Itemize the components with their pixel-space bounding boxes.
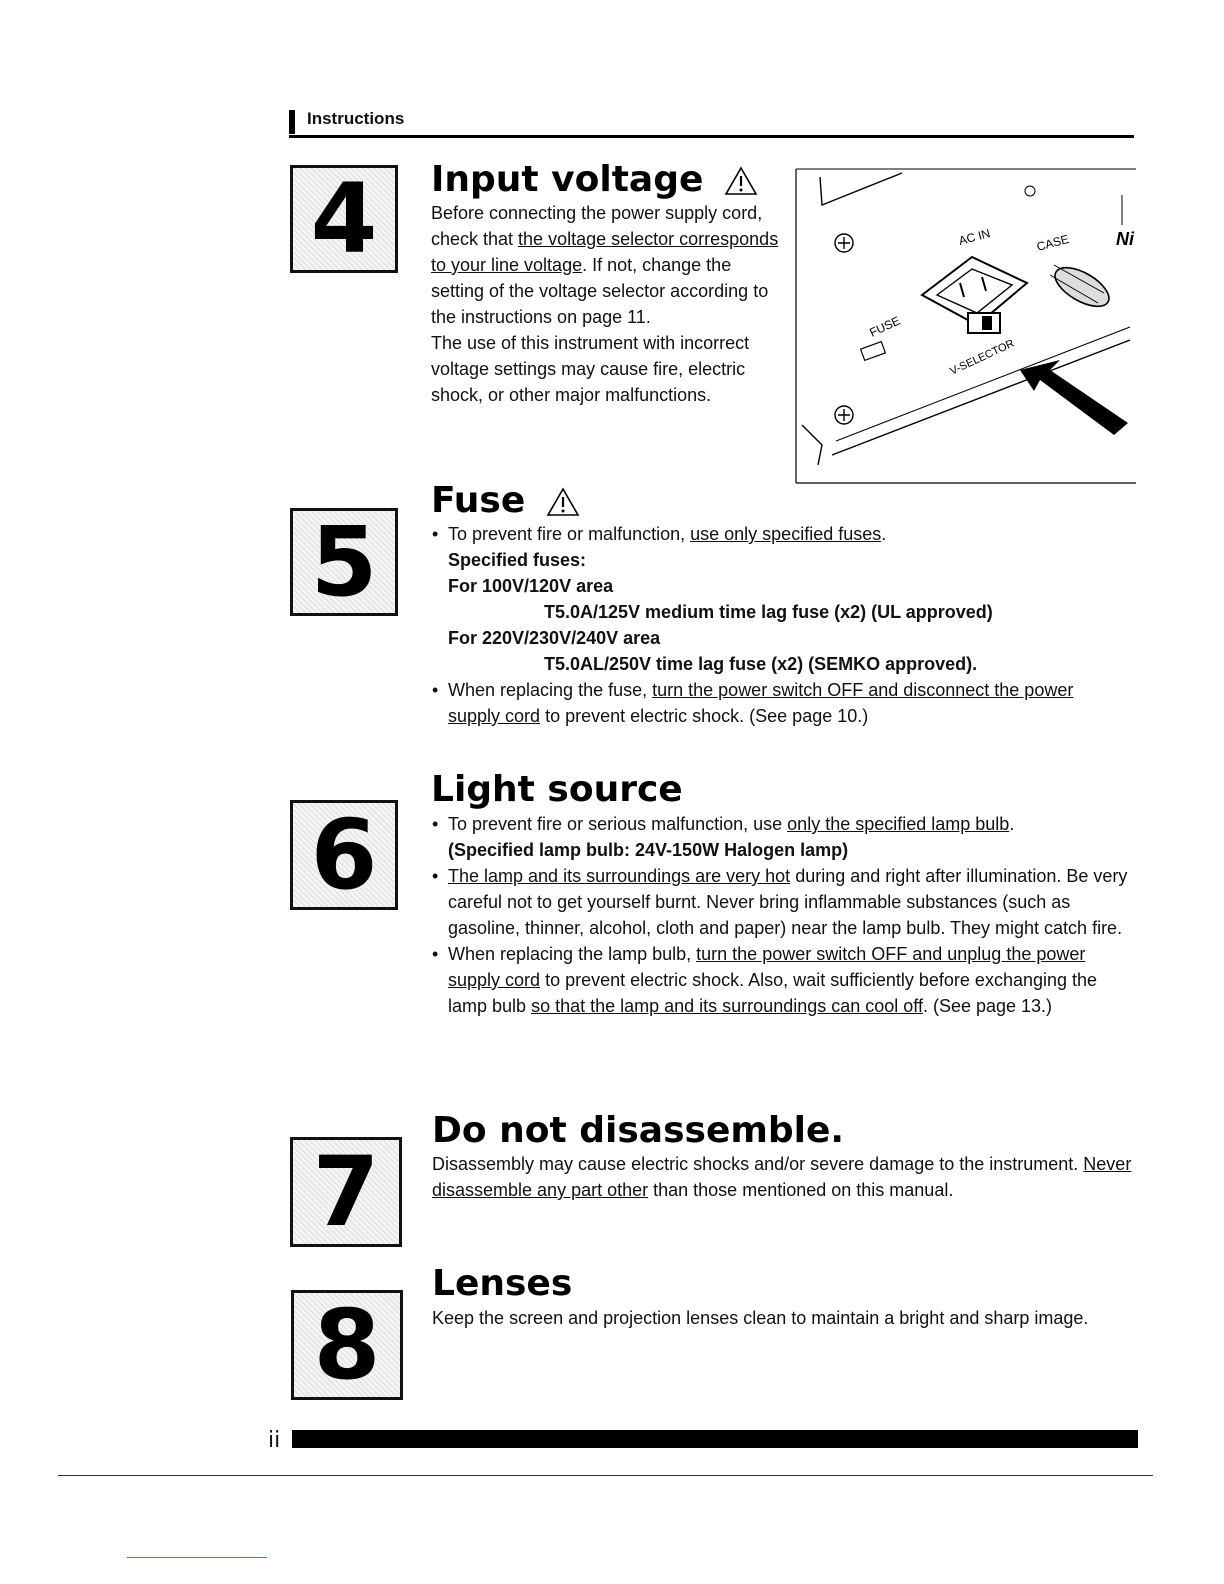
- fuse-area-2: For 220V/230V/240V area: [448, 628, 661, 648]
- label-ac-in: AC IN: [957, 226, 992, 248]
- lenses-text: Keep the screen and projection lenses clean to maintain a bright and sharp image.: [432, 1308, 1089, 1328]
- light-bullet-2: • The lamp and its surroundings are very hot during and right after illumination. Be very careful not to get yourself burnt. Never bring inflammable substances (such as gasoline, thinner, alcohol, cloth and paper) near the lamp bulb. They might catch fire.: [432, 863, 1140, 941]
- light-source-text: [432, 811, 1140, 1019]
- section-title-lenses: Lenses: [432, 1263, 573, 1304]
- input-voltage-paragraph-2: The use of this instrument with incorrect voltage settings may cause fire, electric shock, or other major malfunctions.: [431, 333, 750, 405]
- disassemble-paragraph: Disassembly may cause electric shocks and/or severe damage to the instrument. Never disassemble any part other than those mentioned on this manual.: [432, 1154, 1132, 1200]
- footer-bar: [292, 1430, 1138, 1448]
- label-case: CASE: [1035, 231, 1071, 254]
- specified-fuses-label: Specified fuses:: [448, 550, 587, 570]
- fuse-spec-2: T5.0AL/250V time lag fuse (x2) (SEMKO approved).: [544, 654, 978, 674]
- section-title-do-not-disassemble: Do not disassemble.: [432, 1110, 845, 1151]
- fuse-spec-1: T5.0A/125V medium time lag fuse (x2) (UL approved): [544, 602, 993, 622]
- section-title-fuse: Fuse: [431, 481, 580, 521]
- rear-panel-figure: [792, 165, 1136, 485]
- input-voltage-paragraph-1: Before connecting the power supply cord, check that the voltage selector corresponds to your line voltage. If not, change the setting of the voltage selector according to the instructions on page 11.: [431, 203, 779, 327]
- page-number: ii: [268, 1428, 281, 1453]
- fuse-bullet-2: • When replacing the fuse, turn the power switch OFF and disconnect the power supply cord to prevent electric shock. (See page 10.): [432, 677, 1108, 729]
- label-brand: Ni: [1116, 229, 1134, 249]
- warning-icon: [724, 166, 758, 196]
- label-v-selector: V-SELECTOR: [948, 337, 1017, 378]
- section-number-5: 5: [290, 508, 398, 616]
- light-bullet-3: • When replacing the lamp bulb, turn the power switch OFF and unplug the power supply cord to prevent electric shock. Also, wait sufficiently before exchanging the lamp bulb so that the lamp and its surroundings can cool off. (See page 13.): [432, 941, 1140, 1019]
- bottom-rule: [58, 1475, 1153, 1476]
- header-rule: [289, 135, 1134, 138]
- light-bullet-1: • To prevent fire or serious malfunction, use only the specified lamp bulb.: [432, 811, 1140, 837]
- header-label: Instructions: [307, 109, 405, 128]
- section-title-input-voltage: Input voltage: [431, 160, 758, 200]
- section-number-6: 6: [290, 800, 398, 910]
- header-marker: [289, 110, 295, 134]
- disassemble-text: [432, 1151, 1138, 1203]
- section-title-light-source: Light source: [431, 769, 683, 810]
- scan-line: [127, 1557, 267, 1558]
- warning-icon: [546, 487, 580, 517]
- section-number-8: 8: [291, 1290, 403, 1400]
- section-number-4: 4: [290, 165, 398, 273]
- fuse-bullet-1: • To prevent fire or malfunction, use only specified fuses.: [432, 521, 1132, 547]
- fuse-text: [432, 521, 1132, 729]
- input-voltage-text: [431, 200, 789, 408]
- fuse-area-1: For 100V/120V area: [448, 576, 614, 596]
- section-number-7: 7: [290, 1137, 402, 1247]
- lamp-spec: (Specified lamp bulb: 24V-150W Halogen lamp): [448, 840, 849, 860]
- label-fuse: FUSE: [867, 313, 903, 340]
